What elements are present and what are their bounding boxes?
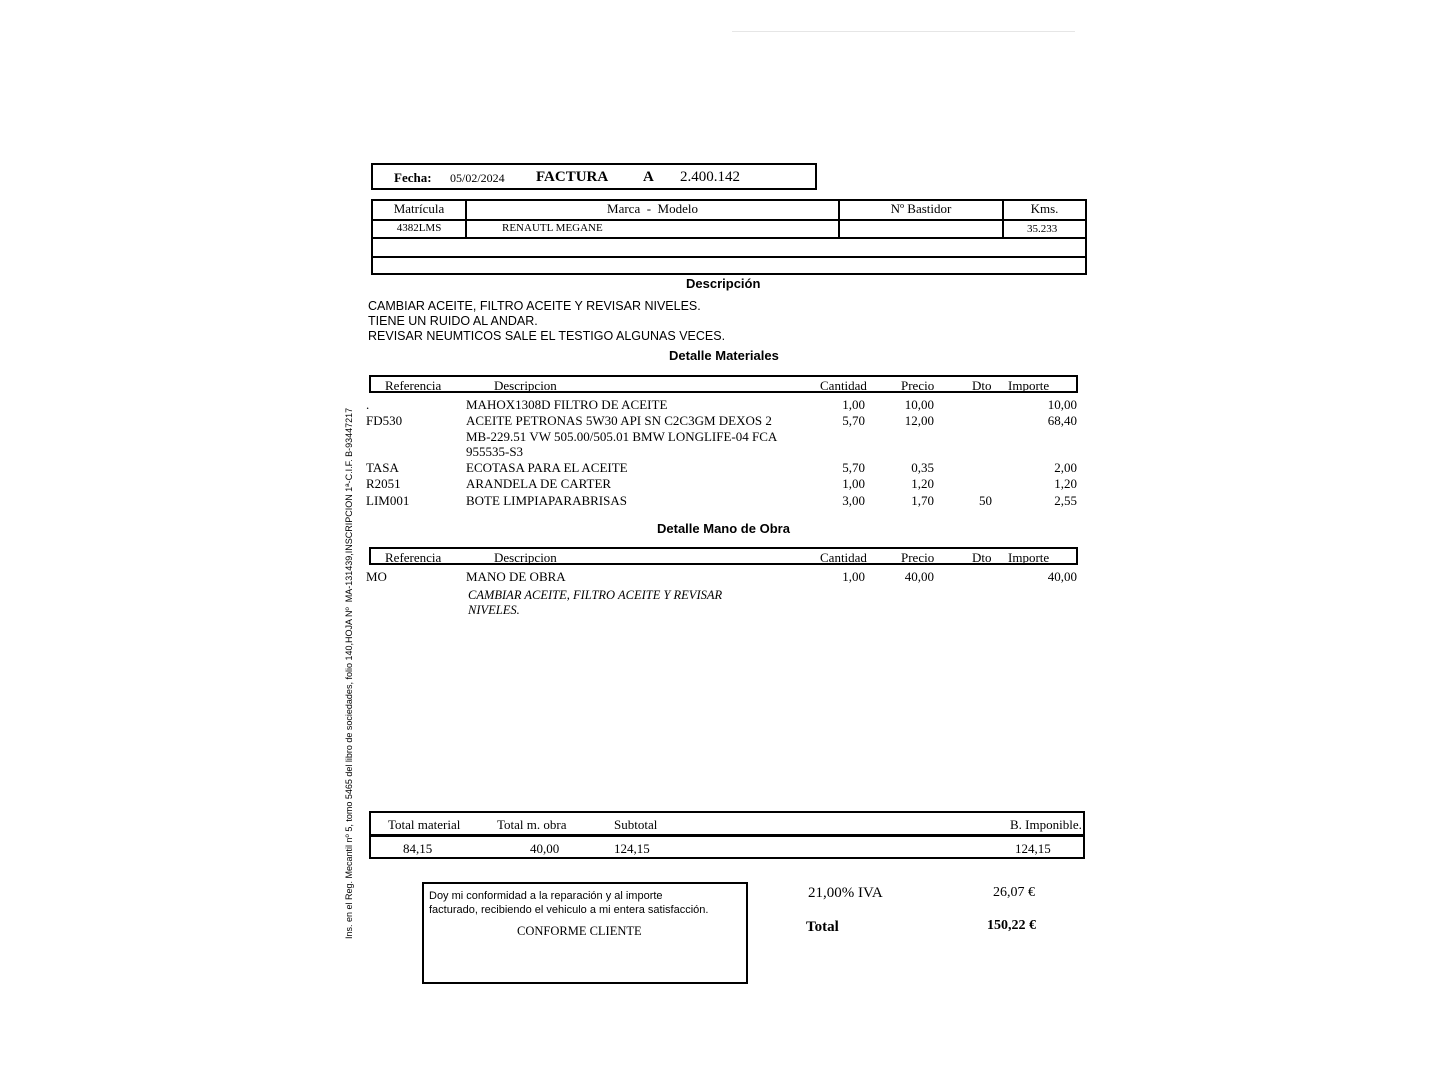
descripcion-line-2: TIENE UN RUIDO AL ANDAR. bbox=[368, 314, 538, 328]
total-label: Total bbox=[806, 919, 839, 935]
totals-header-base: B. Imponible. bbox=[1010, 817, 1082, 832]
mat-header-referencia: Referencia bbox=[385, 378, 442, 393]
mat-row-4-cantidad: 1,00 bbox=[842, 476, 865, 491]
mo-header-descripcion: Descripcion bbox=[494, 550, 557, 565]
totals-table bbox=[369, 811, 1085, 859]
mat-row-2-importe: 68,40 bbox=[1047, 413, 1077, 428]
mat-row-2-desc-2: MB-229.51 VW 505.00/505.01 BMW LONGLIFE-04 FCA bbox=[466, 429, 778, 444]
vehicle-row-line-1 bbox=[373, 219, 1085, 221]
totals-value-material: 84,15 bbox=[403, 841, 433, 856]
doc-type: FACTURA bbox=[536, 169, 609, 185]
mat-row-5-precio: 1,70 bbox=[911, 493, 934, 508]
mo-row-cantidad: 1,00 bbox=[842, 569, 865, 584]
conformidad-line-1: Doy mi conformidad a la reparación y al importe bbox=[429, 890, 663, 902]
iva-label: 21,00% IVA bbox=[808, 885, 883, 901]
header-kms: Kms. bbox=[1030, 201, 1059, 216]
descripcion-title: Descripción bbox=[686, 276, 761, 291]
fecha-value: 05/02/2024 bbox=[450, 171, 505, 185]
materiales-title: Detalle Materiales bbox=[669, 348, 779, 363]
legal-registry-text: Ins. en el Reg. Mecantil nº 5, tomo 5465 del libro de sociedades, folio 140,HOJA Nº MA-131439,INSCRIPCION 1ª-C.I.F. B-93447217 bbox=[344, 407, 354, 939]
mo-note-line-2: NIVELES. bbox=[468, 603, 520, 617]
header-marca-modelo: Marca - Modelo bbox=[607, 201, 698, 216]
mat-header-importe: Importe bbox=[1008, 378, 1050, 393]
conformidad-line-2: facturado, recibiendo el vehiculo a mi entera satisfacción. bbox=[429, 904, 709, 916]
mat-row-5-importe: 2,55 bbox=[1054, 493, 1077, 508]
materiales-header bbox=[369, 375, 1078, 393]
fecha-label: Fecha: bbox=[394, 170, 432, 185]
mat-header-dto: Dto bbox=[972, 378, 992, 393]
vehicle-row-line-3 bbox=[373, 256, 1085, 258]
invoice-header-box bbox=[371, 163, 817, 190]
vehicle-row-line-2 bbox=[373, 237, 1085, 239]
invoice-series: A bbox=[643, 169, 654, 185]
mat-row-1-desc: MAHOX1308D FILTRO DE ACEITE bbox=[466, 397, 668, 412]
mo-header-precio: Precio bbox=[901, 550, 935, 565]
header-matricula: Matrícula bbox=[393, 201, 445, 216]
mat-row-2-desc-3: 955535-S3 bbox=[466, 444, 524, 459]
total-value: 150,22 € bbox=[987, 918, 1036, 933]
mat-header-precio: Precio bbox=[901, 378, 935, 393]
mat-row-1-importe: 10,00 bbox=[1047, 397, 1077, 412]
totals-header-mano-obra: Total m. obra bbox=[497, 817, 567, 832]
mo-header-cantidad: Cantidad bbox=[820, 550, 867, 565]
mo-row-importe: 40,00 bbox=[1047, 569, 1077, 584]
mo-note-line-1: CAMBIAR ACEITE, FILTRO ACEITE Y REVISAR bbox=[468, 588, 723, 602]
mat-row-4-ref: R2051 bbox=[366, 476, 401, 491]
descripcion-line-1: CAMBIAR ACEITE, FILTRO ACEITE Y REVISAR NIVELES. bbox=[368, 299, 701, 313]
totals-value-mano-obra: 40,00 bbox=[530, 841, 560, 856]
mat-row-5-desc: BOTE LIMPIAPARABRISAS bbox=[466, 493, 627, 508]
vehicle-table bbox=[371, 199, 1087, 275]
mo-header-referencia: Referencia bbox=[385, 550, 442, 565]
mat-header-cantidad: Cantidad bbox=[820, 378, 867, 393]
mat-row-3-precio: 0,35 bbox=[911, 460, 934, 475]
descripcion-line-3: REVISAR NEUMTICOS SALE EL TESTIGO ALGUNAS VECES. bbox=[368, 329, 726, 343]
mat-row-4-desc: ARANDELA DE CARTER bbox=[466, 476, 612, 491]
totals-value-base: 124,15 bbox=[1015, 841, 1051, 856]
mat-row-2-precio: 12,00 bbox=[904, 413, 934, 428]
mano-obra-title: Detalle Mano de Obra bbox=[657, 521, 790, 536]
mano-obra-header bbox=[369, 547, 1078, 565]
invoice-number: 2.400.142 bbox=[680, 169, 740, 185]
mat-row-5-cantidad: 3,00 bbox=[842, 493, 865, 508]
mat-row-5-ref: LIM001 bbox=[366, 493, 410, 508]
value-matricula: 4382LMS bbox=[396, 222, 442, 234]
iva-value: 26,07 € bbox=[993, 885, 1035, 900]
mat-row-5-dto: 50 bbox=[979, 493, 992, 508]
mat-row-1-ref: . bbox=[366, 397, 370, 412]
mat-row-2-desc-1: ACEITE PETRONAS 5W30 API SN C2C3GM DEXOS 2 bbox=[466, 413, 772, 428]
totals-divider bbox=[371, 834, 1083, 837]
mat-row-4-importe: 1,20 bbox=[1054, 476, 1077, 491]
mo-row-ref: MO bbox=[366, 569, 387, 584]
mat-row-2-ref: FD530 bbox=[366, 413, 403, 428]
header-bastidor: Nº Bastidor bbox=[890, 201, 952, 216]
mo-header-dto: Dto bbox=[972, 550, 992, 565]
mat-row-2-cantidad: 5,70 bbox=[842, 413, 865, 428]
value-marca-modelo: RENAUTL MEGANE bbox=[502, 222, 603, 234]
mat-row-3-cantidad: 5,70 bbox=[842, 460, 865, 475]
conformidad-signature: CONFORME CLIENTE bbox=[517, 924, 642, 938]
mo-row-desc: MANO DE OBRA bbox=[466, 569, 566, 584]
mat-row-3-desc: ECOTASA PARA EL ACEITE bbox=[466, 460, 628, 475]
mat-row-1-cantidad: 1,00 bbox=[842, 397, 865, 412]
mat-row-1-precio: 10,00 bbox=[904, 397, 934, 412]
conformidad-box bbox=[422, 882, 748, 984]
totals-value-subtotal: 124,15 bbox=[614, 841, 650, 856]
mat-row-4-precio: 1,20 bbox=[911, 476, 934, 491]
top-rule bbox=[732, 31, 1075, 32]
mo-row-precio: 40,00 bbox=[904, 569, 934, 584]
value-kms: 35.233 bbox=[1027, 223, 1058, 235]
totals-header-subtotal: Subtotal bbox=[614, 817, 658, 832]
totals-header-material: Total material bbox=[388, 817, 461, 832]
mat-header-descripcion: Descripcion bbox=[494, 378, 557, 393]
mat-row-3-importe: 2,00 bbox=[1054, 460, 1077, 475]
mat-row-3-ref: TASA bbox=[366, 460, 399, 475]
mo-header-importe: Importe bbox=[1008, 550, 1050, 565]
